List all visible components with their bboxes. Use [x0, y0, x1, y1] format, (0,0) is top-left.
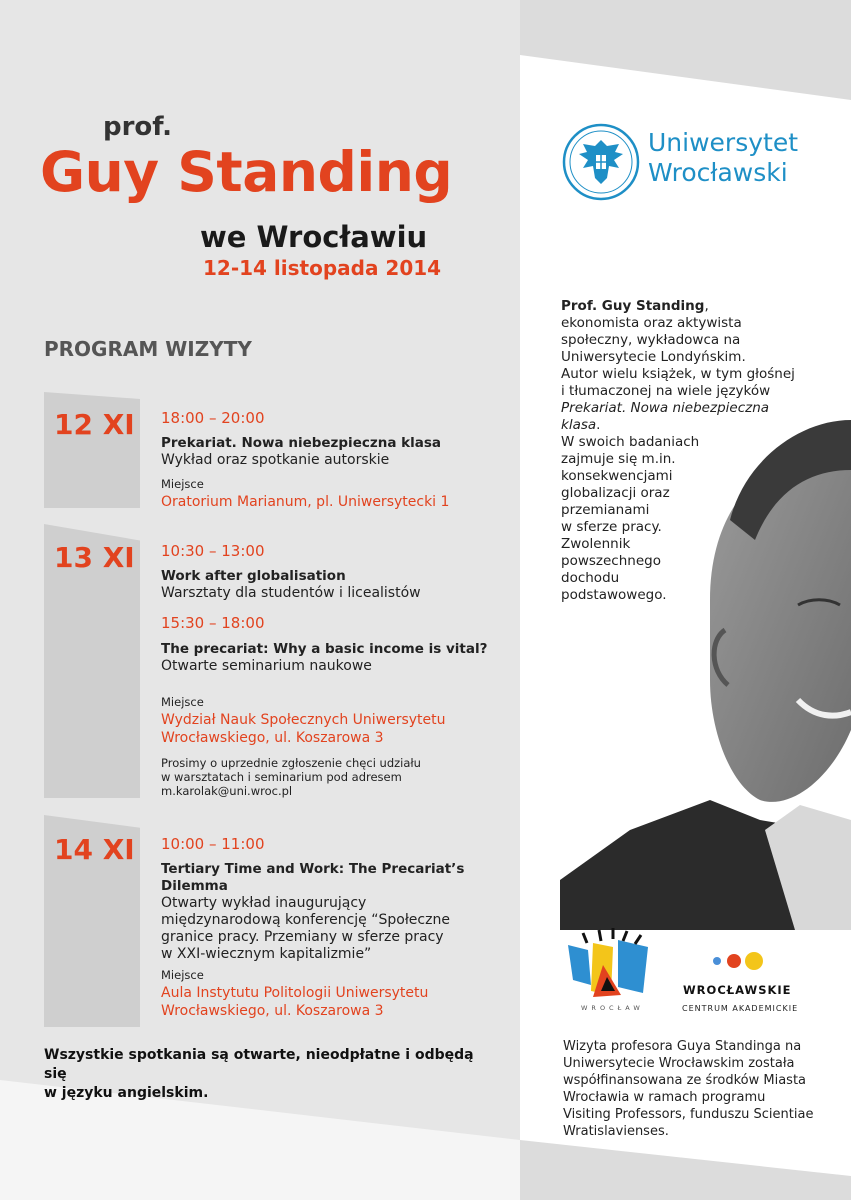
bio-line: ekonomista oraz aktywista [561, 315, 742, 331]
footer-line: w języku angielskim. [44, 1085, 209, 1101]
event-title: Dilemma [161, 878, 228, 894]
event-place: Wrocławskiego, ul. Koszarowa 3 [161, 730, 384, 746]
speaker-portrait [560, 400, 851, 930]
university-name [648, 128, 798, 188]
event-time: 15:30 – 18:00 [161, 614, 265, 632]
event-place: Wydział Nauk Społecznych Uniwersytetu [161, 712, 446, 728]
bio-line: Autor wielu książek, w tym głośnej [561, 366, 795, 382]
event-place: Oratorium Marianum, pl. Uniwersytecki 1 [161, 494, 450, 510]
event-subtitle: międzynarodową konferencję “Społeczne [161, 912, 450, 928]
bio-name: Prof. Guy Standing [561, 298, 705, 314]
day-label-14: 14 XI [54, 833, 135, 866]
bio-line: w sferze pracy. [561, 519, 662, 535]
place-label: Miejsce [161, 477, 204, 491]
day-label-13: 13 XI [54, 541, 135, 574]
day-12-events [161, 410, 449, 511]
academic-center-dots-logo [712, 950, 782, 972]
place-label: Miejsce [161, 968, 204, 982]
sponsor-line: Wrocławia w ramach programu [563, 1090, 766, 1105]
bio-line: globalizacji oraz [561, 485, 670, 501]
sponsor-line: Uniwersytecie Wrocławskim została [563, 1056, 795, 1071]
visit-city: we Wrocławiu [200, 220, 428, 254]
visit-date: 12-14 listopada 2014 [203, 256, 442, 280]
bio-line: konsekwencjami [561, 468, 673, 484]
event-subtitle: Wykład oraz spotkanie autorskie [161, 452, 390, 468]
bio-line: W swoich badaniach [561, 434, 700, 450]
event-subtitle: Warsztaty dla studentów i licealistów [161, 585, 421, 601]
bio-line: Zwolennik [561, 536, 631, 552]
day-label-12: 12 XI [54, 408, 135, 441]
event-time: 10:30 – 13:00 [161, 542, 265, 560]
bio-line: powszechnego [561, 553, 661, 569]
open-events-note [44, 1046, 494, 1103]
event-subtitle: Otwarte seminarium naukowe [161, 658, 372, 674]
sponsor-line: Wratislavienses. [563, 1124, 669, 1139]
event-title: Work after globalisation [161, 568, 346, 584]
day-14-events [161, 836, 464, 1020]
title-prof: prof. [103, 112, 173, 142]
bio-line: Uniwersytecie Londyńskim. [561, 349, 746, 365]
bio-line: społeczny, wykładowca na [561, 332, 741, 348]
university-name-line: Wrocławski [648, 158, 788, 187]
registration-note: w warsztatach i seminarium pod adresem [161, 770, 402, 784]
event-title: Prekariat. Nowa niebezpieczna klasa [161, 435, 441, 451]
place-label: Miejsce [161, 695, 204, 709]
event-title: Tertiary Time and Work: The Precariat’s [161, 861, 465, 877]
event-time: 18:00 – 20:00 [161, 409, 265, 427]
speaker-name: Guy Standing [40, 140, 453, 204]
bio-line: podstawowego. [561, 587, 667, 603]
speaker-bio: Prof. Guy Standing, ekonomista oraz aktywista społeczny, wykładowca na Uniwersytecie Londyńskim. Autor wielu książek, w tym głośnej i tłumaczonej na wiele języków Prekariat. Nowa niebezpieczna klasa. W swoich badaniach zajmuje się m.in. konsekwencjami globalizacji oraz przemianami w sferze pracy. Zwolennik powszechnego dochodu podstawowego. [561, 298, 811, 604]
wroclaw-city-logo [563, 925, 658, 1015]
bio-line: zajmuje się m.in. [561, 451, 676, 467]
bio-line: przemianami [561, 502, 650, 518]
city-logo-text: WROCŁAW [581, 1004, 644, 1012]
bio-book-title: Prekariat. Nowa niebezpieczna [561, 400, 770, 416]
university-name-line: Uniwersytet [648, 128, 798, 157]
academic-center-name: WROCŁAWSKIE [683, 983, 792, 997]
event-place: Aula Instytutu Politologii Uniwersytetu [161, 985, 429, 1001]
event-time: 10:00 – 11:00 [161, 835, 265, 853]
event-subtitle: Otwarty wykład inaugurujący [161, 895, 367, 911]
event-subtitle: w XXI-wiecznym kapitalizmie” [161, 946, 372, 962]
bio-line: dochodu [561, 570, 620, 586]
sponsor-line: współfinansowana ze środków Miasta [563, 1073, 807, 1088]
registration-email[interactable]: m.karolak@uni.wroc.pl [161, 784, 293, 798]
event-place: Wrocławskiego, ul. Koszarowa 3 [161, 1003, 384, 1019]
footer-line: Wszystkie spotkania są otwarte, nieodpłatne i odbędą się [44, 1047, 474, 1082]
eagle-crest-icon [561, 122, 641, 202]
bio-line: i tłumaczonej na wiele języków [561, 383, 771, 399]
bio-book-title: klasa [561, 417, 597, 433]
event-subtitle: granice pracy. Przemiany w sferze pracy [161, 929, 444, 945]
sponsor-line: Wizyta profesora Guya Standinga na [563, 1039, 802, 1054]
sponsorship-note [563, 1038, 823, 1140]
registration-note: Prosimy o uprzednie zgłoszenie chęci udziału [161, 756, 421, 770]
program-heading: PROGRAM WIZYTY [44, 337, 252, 361]
day-13-events [161, 543, 487, 798]
academic-center-subtitle: CENTRUM AKADEMICKIE [682, 1004, 799, 1013]
sponsor-line: Visiting Professors, funduszu Scientiae [563, 1107, 814, 1122]
event-title: The precariat: Why a basic income is vital? [161, 641, 488, 657]
